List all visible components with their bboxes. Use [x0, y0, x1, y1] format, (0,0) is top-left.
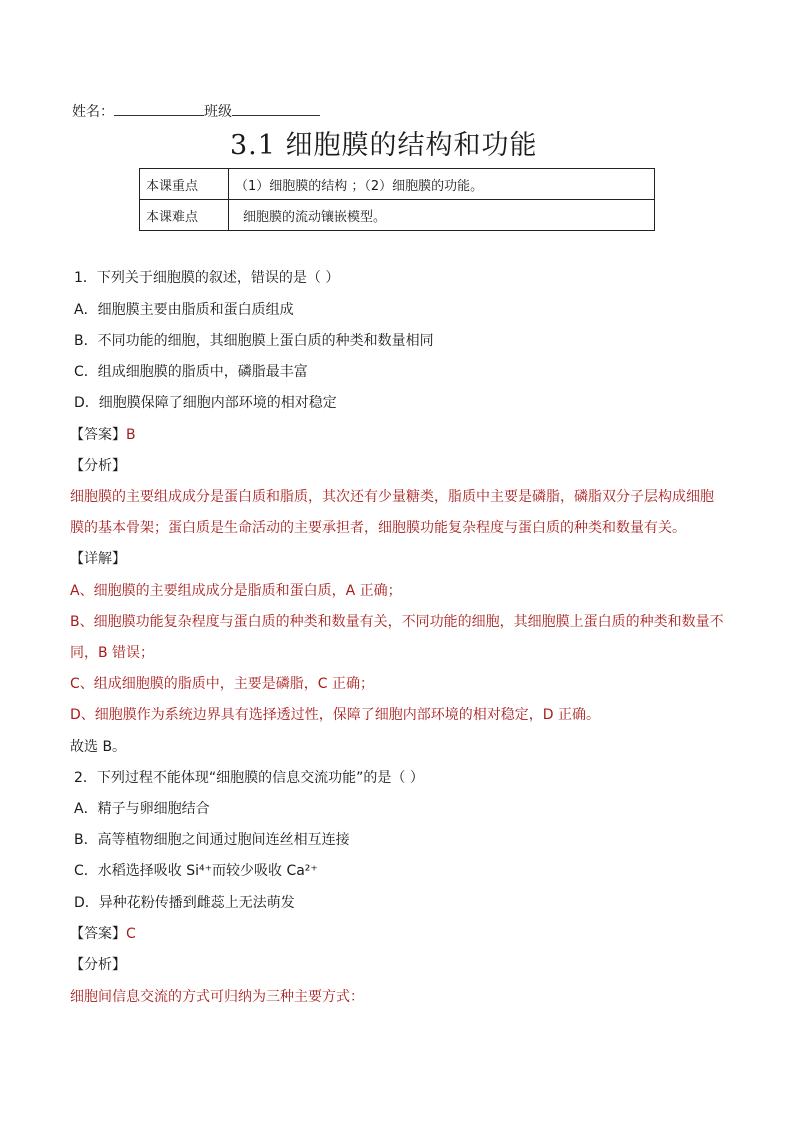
difficulty-label: 本课难点: [140, 200, 229, 231]
q1-option-c: C．组成细胞膜的脂质中，磷脂最丰富: [74, 364, 308, 380]
page-title: 3.1 细胞膜的结构和功能: [230, 130, 538, 161]
q1-answer: [70, 425, 136, 445]
q2-stem: 2．下列过程不能体现“细胞膜的信息交流功能”的是（ ）: [74, 770, 424, 786]
q1-detail-line: D、细胞膜作为系统边界具有选择透过性，保障了细胞内部环境的相对稳定，D 正确。: [70, 707, 601, 723]
q1-option-d: D．细胞膜保障了细胞内部环境的相对稳定: [74, 395, 337, 411]
q1-detail-line: C、组成细胞膜的脂质中，主要是磷脂，C 正确；: [70, 676, 374, 692]
answer-value: B: [126, 427, 136, 443]
key-content: （1）细胞膜的结构 ；（2）细胞膜的功能。: [229, 169, 655, 200]
q1-analysis-tag: 【分析】: [70, 458, 126, 474]
table-row: [140, 200, 655, 231]
q1-analysis-line: 膜的基本骨架；蛋白质是生命活动的主要承担者，细胞膜功能复杂程度与蛋白质的种类和数量有关。: [70, 520, 686, 536]
answer-tag: 【答案】: [70, 427, 126, 443]
q1-conclusion: 故选 B。: [70, 739, 127, 755]
q1-detail-line: A、细胞膜的主要组成成分是脂质和蛋白质，A 正确；: [70, 583, 402, 599]
q1-analysis-line: 细胞膜的主要组成成分是蛋白质和脂质，其次还有少量糖类，脂质中主要是磷脂，磷脂双分子层构成细胞: [70, 489, 714, 505]
q2-option-b: B．高等植物细胞之间通过胞间连丝相互连接: [74, 832, 350, 848]
q1-option-a: A．细胞膜主要由脂质和蛋白质组成: [74, 302, 294, 318]
difficulty-content: 细胞膜的流动镶嵌模型。: [229, 200, 655, 231]
q2-analysis-tag: 【分析】: [70, 957, 126, 973]
name-label: 姓名：: [72, 104, 114, 120]
key-points-table: [139, 168, 655, 231]
q2-answer: [70, 924, 136, 944]
q1-detail-line: 同，B 错误；: [70, 645, 155, 661]
q2-analysis-line: 细胞间信息交流的方式可归纳为三种主要方式：: [70, 989, 364, 1005]
q2-option-c: C．水稻选择吸收 Si⁴⁺而较少吸收 Ca²⁺: [74, 863, 318, 879]
class-label: 班级: [204, 104, 232, 120]
q1-detail-tag: 【详解】: [70, 551, 126, 567]
q2-option-d: D．异种花粉传播到雌蕊上无法萌发: [74, 895, 295, 911]
q1-detail-line: B、细胞膜功能复杂程度与蛋白质的种类和数量有关，不同功能的细胞，其细胞膜上蛋白质的种类和数量不: [70, 614, 724, 630]
class-blank[interactable]: [232, 101, 320, 116]
key-label: 本课重点: [140, 169, 229, 200]
answer-value: C: [126, 926, 136, 942]
q2-option-a: A．精子与卵细胞结合: [74, 801, 210, 817]
name-blank[interactable]: [114, 101, 204, 116]
q1-stem: 1．下列关于细胞膜的叙述，错误的是（ ）: [74, 270, 340, 286]
q1-option-b: B．不同功能的细胞，其细胞膜上蛋白质的种类和数量相同: [74, 333, 434, 349]
name-class-line: [72, 101, 320, 122]
table-row: [140, 169, 655, 200]
answer-tag: 【答案】: [70, 926, 126, 942]
